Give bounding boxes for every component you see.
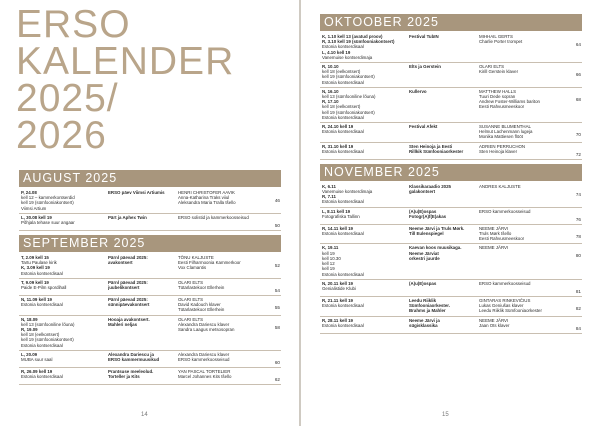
calendar-entry xyxy=(320,280,582,297)
calendar-title xyxy=(16,3,296,157)
left-calendar-list xyxy=(19,170,281,385)
calendar-entry xyxy=(320,88,582,123)
performer-line: OLARI ELTS xyxy=(178,297,204,303)
entry-title xyxy=(108,352,178,365)
title-line: (A)u(E)ospas xyxy=(409,280,437,286)
performer-line: ERSO solistid ja kammerkoosseisud xyxy=(178,214,249,220)
performer-line: Aleksandra Maria Tralla tšello xyxy=(178,200,236,206)
date-line: Genialistide Klubi xyxy=(322,285,356,291)
calendar-entry xyxy=(320,63,582,88)
entry-title xyxy=(409,89,479,120)
title-line: KALENDER xyxy=(16,40,235,83)
title-line: Neeme Järvi ja xyxy=(409,317,440,323)
calendar-entry xyxy=(320,208,582,225)
entry-page-ref: 81 xyxy=(575,288,581,294)
date-line: MUBA suur saal xyxy=(21,357,53,363)
calendar-entry xyxy=(19,214,281,231)
date-line: kell 12 xyxy=(322,261,335,267)
date-line: R, 21.11 kell 19 xyxy=(322,297,354,303)
title-line: Pärnl päevad 2025: xyxy=(108,297,148,303)
entry-performers xyxy=(178,369,268,382)
entry-title xyxy=(409,124,479,140)
calendar-entry xyxy=(320,183,582,208)
entry-performers xyxy=(479,124,569,140)
entry-page-ref: 55 xyxy=(274,305,280,311)
page-number: 15 xyxy=(442,412,449,418)
date-line: kell 18 (eelkontsert) xyxy=(21,332,60,338)
performer-line: OLARI ELTS xyxy=(178,279,204,285)
date-line: K, 1.10 kell 13 (avatud proov) xyxy=(322,34,383,39)
date-line: K, 3.09 kell 19 xyxy=(21,265,50,271)
date-line: Estonia kontserdisaal xyxy=(322,129,364,135)
entry-performers xyxy=(479,245,569,276)
date-line: kell 10.30 xyxy=(322,255,341,261)
entry-date-venue xyxy=(320,298,409,314)
title-line: orkestri juurde xyxy=(409,255,440,261)
entry-performers xyxy=(178,317,268,348)
performer-line: Tütarlastekoor Ellerhein xyxy=(178,285,225,291)
calendar-entry xyxy=(320,244,582,279)
date-line: L, 4.10 kell 19 xyxy=(322,49,351,55)
page-number: 14 xyxy=(141,412,148,418)
entry-title xyxy=(409,298,479,314)
title-line: Pärnl päevad 2025: xyxy=(108,279,148,285)
entry-date-venue xyxy=(320,226,409,242)
entry-title xyxy=(409,281,479,294)
title-line: Prantsuse meeleolud. xyxy=(108,369,154,375)
entry-page-ref: 58 xyxy=(274,324,280,330)
performer-line: Eesti Rahvusmeeskoor xyxy=(479,236,525,242)
entry-performers xyxy=(479,209,569,222)
entry-title xyxy=(409,34,479,60)
entry-date-venue xyxy=(320,64,409,85)
performer-line: Anna-Katharina Traks viiul xyxy=(178,195,230,201)
entry-date-venue xyxy=(320,34,409,60)
entry-page-ref: 52 xyxy=(274,263,280,269)
date-line: Estonia kontserdisaal xyxy=(322,199,364,205)
date-line: L, 8.11 kell 19 xyxy=(322,208,351,214)
title-line: Pärnl päevad 2025: xyxy=(108,255,148,261)
performer-line: Jaan Ots klaver xyxy=(479,322,510,328)
entry-performers xyxy=(178,352,268,365)
date-line: R, 14.11 kell 19 xyxy=(322,225,354,231)
date-line: Estonia kontserdisaal xyxy=(322,231,364,237)
entry-page-ref: 72 xyxy=(575,151,581,157)
month-header: OKTOOBER 2025 xyxy=(320,14,582,31)
entry-performers xyxy=(479,184,569,205)
entry-date-venue xyxy=(320,184,409,205)
date-line: N, 20.11 kell 19 xyxy=(322,280,354,286)
calendar-entry xyxy=(19,189,281,214)
date-line: Estonia kontserdisaal xyxy=(21,342,63,348)
date-line: R, 3.10 kell 19 (sümfooniakontsert) xyxy=(322,39,395,45)
entry-performers xyxy=(479,226,569,242)
performer-line: ERSO kammerkoosseisud xyxy=(479,280,531,286)
performer-line: Marcel Johannes Kits tšello xyxy=(178,374,232,380)
entry-date-venue xyxy=(320,144,409,157)
calendar-entry xyxy=(19,254,281,279)
entry-date-venue xyxy=(320,124,409,140)
performer-line: TÕNU KALJUSTE xyxy=(178,255,214,261)
entry-title xyxy=(409,318,479,331)
performer-line: HENRI CHRISTOFER AAVIK xyxy=(178,190,235,195)
date-line: T, 2.09 kell 15 xyxy=(21,255,49,261)
title-line: ERSO kammermuusikud xyxy=(108,357,160,363)
title-line: Kaevan koos muusikaga. xyxy=(409,245,462,251)
entry-date-venue xyxy=(19,255,108,276)
right-page xyxy=(301,0,600,426)
entry-performers xyxy=(178,255,268,276)
performer-line: Leedu Riiklik Sümfooniaorkester xyxy=(479,308,542,314)
performer-line: ERSO kammerkoosseisud xyxy=(479,208,531,214)
performer-line: Tütarlastekoor Ellerhein xyxy=(178,307,225,313)
date-line: R, 31.10 kell 19 xyxy=(322,143,354,149)
entry-title xyxy=(409,184,479,205)
title-line: Leedu Riiklik xyxy=(409,297,437,303)
entry-title xyxy=(108,190,178,211)
left-page xyxy=(0,0,299,426)
entry-date-venue xyxy=(320,209,409,222)
entry-performers xyxy=(479,318,569,331)
date-line: R, 7.11 xyxy=(322,194,336,200)
date-line: Estonia kontserdisaal xyxy=(322,322,364,328)
performer-line: Lukas Geniušas klaver xyxy=(479,303,524,309)
title-line: Sten Heinoja ja Eesti xyxy=(409,143,453,149)
performer-line: ERSO kammerkoosseisud xyxy=(178,357,230,363)
right-calendar-list xyxy=(320,14,582,334)
date-line: Estonia kontserdisaal xyxy=(21,374,63,380)
title-line: Festival Afekt xyxy=(409,124,438,130)
title-line: Neeme Järvi ja Truls Mørk. xyxy=(409,225,465,231)
date-line: Estonia kontserdisaal xyxy=(322,44,364,50)
date-line: Vanemuise kontserdimaja xyxy=(322,54,373,60)
entry-date-venue xyxy=(19,215,108,228)
title-line: Torteller ja Kits xyxy=(108,374,140,380)
date-line: R, 10.10 xyxy=(322,64,339,70)
title-line: Kullervo xyxy=(409,88,427,94)
calendar-entry xyxy=(19,296,281,316)
performer-line: Monika Mattiesen flööt xyxy=(479,134,523,140)
entry-title xyxy=(108,369,178,382)
entry-date-venue xyxy=(19,352,108,365)
entry-page-ref: 84 xyxy=(575,325,581,331)
entry-page-ref: 66 xyxy=(575,72,581,78)
title-line: Rillkik Sümfooniaorkester xyxy=(409,148,464,154)
date-line: Estonia kontserdisaal xyxy=(322,114,364,120)
date-line: Estonia kontserdisaal xyxy=(322,148,364,154)
entry-performers xyxy=(479,298,569,314)
date-line: Viimsi Artium xyxy=(21,205,47,211)
calendar-entry xyxy=(320,225,582,245)
performer-line: OLARI ELTS xyxy=(178,316,204,322)
date-line: kell 19 (sümfooniakontsert) xyxy=(322,109,375,115)
calendar-entry xyxy=(320,123,582,143)
date-line: L, 30.08 kell 19 xyxy=(21,214,52,220)
performer-line: Alexandra Dariescu klaver xyxy=(178,321,230,327)
title-line: juubelikontsert xyxy=(108,285,140,291)
performer-line: Eesti Rahvusmeeskoor xyxy=(479,104,525,110)
date-line: R, 26.09 kell 19 xyxy=(21,369,53,375)
performer-line: ADRIEN PERRUCHON xyxy=(479,143,526,149)
date-line: kell 19 (sümfooniakontsert) xyxy=(21,337,74,343)
entry-performers xyxy=(178,215,268,228)
performer-line: Charlie Porter trompet xyxy=(479,39,523,45)
calendar-entry xyxy=(320,297,582,317)
performer-line: Tuuri Dede sopran xyxy=(479,94,516,100)
date-line: R, 24.10 kell 19 xyxy=(322,124,354,130)
entry-date-venue xyxy=(320,318,409,331)
date-line: K, 6.11 xyxy=(322,183,336,189)
title-line: (A)u(E)ospas xyxy=(409,208,437,214)
performer-line: David Kadouch klaver xyxy=(178,302,221,308)
entry-date-venue xyxy=(19,297,108,313)
entry-page-ref: 60 xyxy=(274,359,280,365)
date-line: N, 18.09 xyxy=(21,316,38,322)
entry-performers xyxy=(479,281,569,294)
date-line: Vanemuise kontserdimaja xyxy=(322,189,373,195)
entry-performers xyxy=(178,190,268,211)
title-line: sügisklassika xyxy=(409,322,438,328)
entry-page-ref: 70 xyxy=(575,132,581,138)
date-line: Tartu Paulase kirik xyxy=(21,260,57,266)
performer-line: Eesti Filharmoonia Kammerkoor xyxy=(178,260,241,266)
entry-performers xyxy=(479,89,569,120)
performer-line: OLARI ELTS xyxy=(479,64,505,70)
title-line: Brahms ja Mahler xyxy=(409,308,446,314)
title-line: 2026 xyxy=(16,114,107,157)
title-line: Festival TubIN xyxy=(409,34,439,39)
date-line: L, 20.09 xyxy=(21,351,38,357)
calendar-entry xyxy=(320,143,582,160)
entry-page-ref: 50 xyxy=(274,222,280,228)
date-line: R, 28.11 kell 19 xyxy=(322,317,354,323)
calendar-entry xyxy=(19,368,281,385)
month-header: SEPTEMBER 2025 xyxy=(19,235,281,252)
performer-line: ANDRES KALJUSTE xyxy=(479,183,521,189)
date-line: kell 18 (eelkontsert) xyxy=(322,69,361,75)
date-line: Põhjala tehase suur angaar xyxy=(21,220,75,226)
entry-page-ref: 74 xyxy=(575,191,581,197)
date-line: Estonia kontserdisaal xyxy=(322,303,364,309)
entry-title xyxy=(108,255,178,276)
entry-page-ref: 76 xyxy=(575,216,581,222)
title-line: galakontsert xyxy=(409,189,436,195)
title-line: Pärt ja Aphex Twin xyxy=(108,214,147,220)
entry-performers xyxy=(479,34,569,60)
date-line: kell 19 (sümfooniakontsert) xyxy=(21,200,74,206)
month-header: NOVEMBER 2025 xyxy=(320,164,582,181)
title-line: avakontsert xyxy=(108,260,133,266)
entry-page-ref: 46 xyxy=(274,198,280,203)
title-line: ERSO päev Viimsi Artiumis xyxy=(108,190,165,195)
calendar-entry xyxy=(19,279,281,296)
title-line: Hooaja avakontsert. xyxy=(108,316,150,322)
date-line: kell 18 (eelkontsert) xyxy=(322,104,361,110)
date-line: kell 12 – kammerkontserdid xyxy=(21,195,75,201)
entry-page-ref: 62 xyxy=(274,377,280,383)
title-line: Elts ja Gerstein xyxy=(409,64,441,70)
date-line: kell 19 (sümfooniakontsert) xyxy=(322,74,375,80)
calendar-entry xyxy=(320,33,582,63)
entry-performers xyxy=(479,144,569,157)
performer-line: Vox Clamantis xyxy=(178,265,207,271)
performer-line: Kirill Gerstein klaver xyxy=(479,69,519,75)
title-line: Fotogr(A)f(E)akas xyxy=(409,213,447,219)
performer-line: Helmut Lachenmann lugeja xyxy=(479,129,533,135)
performer-line: Truls Mørk tšello xyxy=(479,231,512,237)
performer-line: Andrew Foster-Williams bariton xyxy=(479,99,540,105)
date-line: kell 19 xyxy=(322,250,335,256)
entry-title xyxy=(108,280,178,293)
entry-title xyxy=(409,144,479,157)
date-line: Estonia kontserdisaal xyxy=(322,271,364,277)
entry-date-venue xyxy=(19,317,108,348)
entry-page-ref: 64 xyxy=(575,42,581,47)
entry-page-ref: 78 xyxy=(575,233,581,239)
entry-performers xyxy=(479,64,569,85)
entry-page-ref: 82 xyxy=(575,305,581,311)
date-line: N, 16.10 xyxy=(322,88,339,94)
date-line: Estonia kontserdisaal xyxy=(21,302,63,308)
title-line: ERSO xyxy=(16,3,131,46)
entry-date-venue xyxy=(320,281,409,294)
entry-page-ref: 54 xyxy=(274,287,280,293)
date-line: P, 24.08 xyxy=(21,190,37,195)
title-line: Till Eulenspiegel xyxy=(409,231,444,237)
performer-line: SUSANNE BLUMENTHAL xyxy=(479,124,531,130)
performer-line: NEEME JÄRVI xyxy=(479,225,509,231)
title-line: Klassikaraadio 2025 xyxy=(409,183,451,189)
calendar-entry xyxy=(19,316,281,351)
month-header: AUGUST 2025 xyxy=(19,170,281,187)
calendar-entry xyxy=(320,317,582,334)
performer-line: Alexandra Dariescu klaver xyxy=(178,351,230,357)
date-line: Fotografiska Tallinn xyxy=(322,213,360,219)
entry-date-venue xyxy=(320,89,409,120)
entry-title xyxy=(108,317,178,348)
entry-page-ref: 80 xyxy=(575,253,581,259)
title-line: Neeme Järviat xyxy=(409,250,439,256)
performer-line: YAN PASCAL TORTELIER xyxy=(178,369,231,375)
date-line: R, 17.10 xyxy=(322,99,339,105)
entry-performers xyxy=(178,280,268,293)
entry-title xyxy=(409,226,479,242)
date-line: N, 11.09 kell 19 xyxy=(21,297,53,303)
entry-date-venue xyxy=(19,190,108,211)
date-line: R, 19.09 xyxy=(21,327,38,333)
title-line: Sümfooniaorkester. xyxy=(409,303,450,309)
date-line: kell 19 xyxy=(322,266,335,272)
date-line: K, 19.11 xyxy=(322,245,339,251)
entry-title xyxy=(409,64,479,85)
title-line: 2025/ xyxy=(16,77,119,120)
entry-title xyxy=(108,297,178,313)
performer-line: MATTHEW HALLS xyxy=(479,88,516,94)
entry-performers xyxy=(178,297,268,313)
entry-title xyxy=(108,215,178,228)
date-line: Estonia kontserdisaal xyxy=(21,270,63,276)
performer-line: GINTARAS RINKEVIČIUS xyxy=(479,297,531,303)
performer-line: MIHHAIL GERTS xyxy=(479,34,513,39)
date-line: T, 9.09 kell 19 xyxy=(21,279,49,285)
title-line: sünnipäevakontsert xyxy=(108,302,150,308)
entry-title xyxy=(409,209,479,222)
date-line: kell 13 (sümfooniline lõuna) xyxy=(21,321,75,327)
entry-date-venue xyxy=(19,280,108,293)
performer-line: Sandra Laagus metsosopran xyxy=(178,327,235,333)
date-line: kell 13 (sümfooniline lõuna) xyxy=(322,94,376,100)
performer-line: NEEME JÄRVI xyxy=(479,317,509,323)
title-line: Mahleri neljas xyxy=(108,321,138,327)
date-line: Paide E-Pilm spordihall xyxy=(21,285,67,291)
entry-page-ref: 68 xyxy=(575,96,581,102)
entry-title xyxy=(409,245,479,276)
performer-line: Sten Heinoja klaver xyxy=(479,148,518,154)
title-line: Alexandra Dariescu ja xyxy=(108,351,154,357)
entry-date-venue xyxy=(320,245,409,276)
date-line: Estonia kontserdisaal xyxy=(322,79,364,85)
performer-line: NEEME JÄRVI xyxy=(479,245,509,251)
calendar-entry xyxy=(19,351,281,368)
entry-date-venue xyxy=(19,369,108,382)
